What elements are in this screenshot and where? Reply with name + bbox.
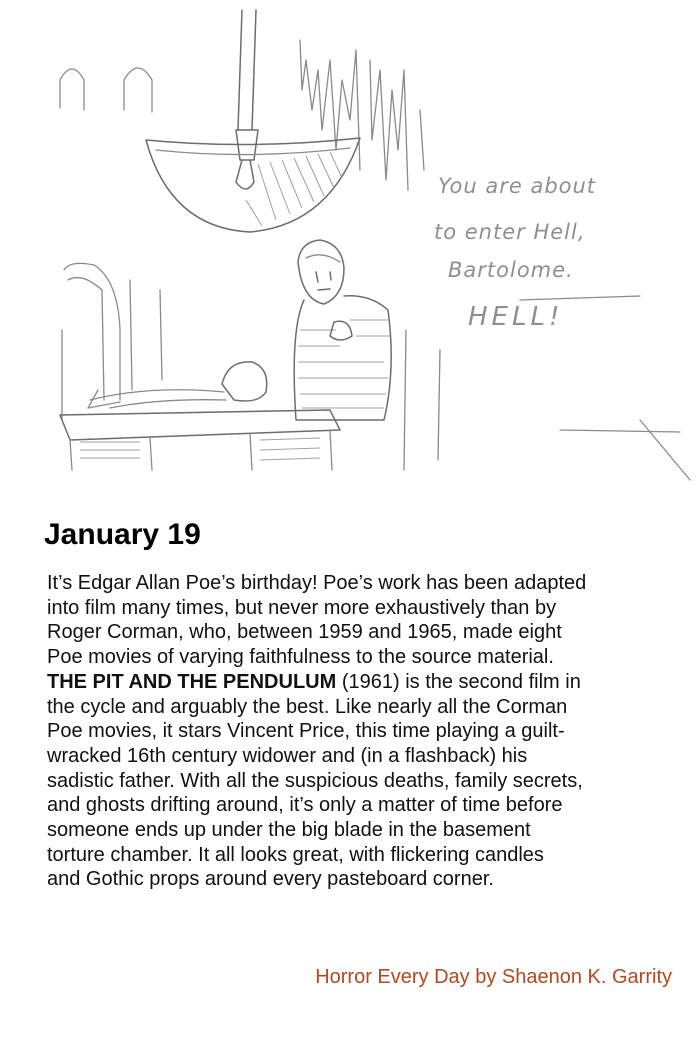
- arched-window-right: [124, 68, 152, 112]
- body-line: Poe movies, it stars Vincent Price, this time playing a guilt-: [47, 720, 565, 743]
- blade-shading: [246, 152, 342, 226]
- body-line: someone ends up under the big blade in the basement: [47, 819, 531, 842]
- body-line: Roger Corman, who, between 1959 and 1965, made eight: [47, 621, 562, 644]
- robe-shading: [298, 320, 390, 408]
- inquisitor-head: [298, 240, 344, 304]
- author-credit: Horror Every Day by Shaenon K. Garrity: [315, 966, 672, 988]
- arched-window-left: [60, 69, 84, 110]
- caption-line-1: You are about: [438, 174, 597, 198]
- torture-table: [60, 410, 340, 440]
- pendulum-rod: [238, 10, 256, 130]
- stone-arch: [64, 263, 120, 400]
- body-line: the cycle and arguably the best. Like nearly all the Corman: [47, 695, 568, 718]
- prisoner-head: [222, 362, 267, 401]
- body-line: torture chamber. It all looks great, with flickering candles: [47, 843, 544, 866]
- caption-line-3: Bartolome.: [448, 258, 574, 282]
- body-line: Poe movies of varying faithfulness to the source material.: [47, 646, 554, 669]
- body-line-rest: (1961) is the second film in: [336, 670, 581, 693]
- inquisitor-robe: [294, 296, 391, 420]
- body-line: sadistic father. With all the suspicious deaths, family secrets,: [47, 769, 583, 792]
- caption-line-2: to enter Hell,: [434, 220, 586, 244]
- entry-body: [47, 571, 657, 892]
- prisoner-body: [90, 390, 226, 408]
- film-title: THE PIT AND THE PENDULUM: [47, 670, 337, 693]
- caption-line-4: HELL!: [468, 302, 564, 332]
- dripping-wall-2: [370, 60, 408, 190]
- body-line: It’s Edgar Allan Poe’s birthday! Poe’s work has been adapted: [47, 572, 587, 594]
- body-line: and ghosts drifting around, it’s only a matter of time before: [47, 794, 563, 817]
- body-line: and Gothic props around every pasteboard corner.: [47, 868, 494, 891]
- body-line: [47, 670, 657, 695]
- body-line: wracked 16th century widower and (in a flashback) his: [47, 744, 528, 767]
- pendulum-sketch: [0, 0, 700, 510]
- entry-date-heading: January 19: [44, 518, 201, 551]
- pencil-illustration: [0, 0, 700, 510]
- body-line: into film many times, but never more exhaustively than by: [47, 596, 557, 619]
